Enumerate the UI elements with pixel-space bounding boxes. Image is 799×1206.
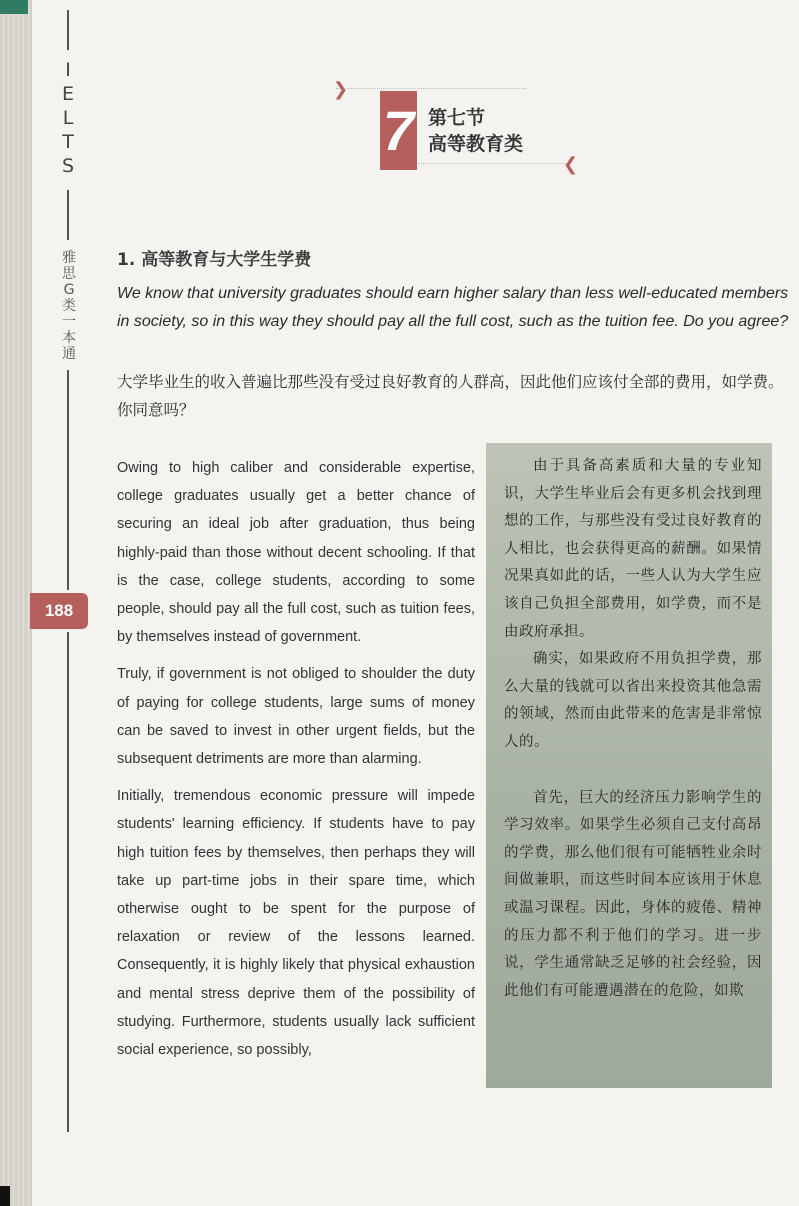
banner-dotted-line-top — [336, 88, 526, 97]
sidebar-letter: S — [61, 155, 75, 177]
essay-question-english: We know that university graduates should earn higher salary than less well-educated members in society, so in this way they should pay all the full cost, such as the tuition fee. Do you agree? — [117, 285, 789, 330]
page-tab-marker — [0, 0, 28, 14]
sidebar-letter: E — [61, 83, 74, 105]
sidebar-char: 通 — [62, 346, 76, 362]
sidebar-line-bottom — [67, 632, 69, 1132]
chapter-number-badge: 7 — [380, 91, 417, 170]
section-heading: 1. 高等教育与大学生学费 — [117, 250, 312, 270]
chapter-title — [428, 105, 523, 157]
sidebar-char: 本 — [62, 330, 76, 346]
translation-paragraph: 确实，如果政府不用负担学费，那么大量的钱就可以省出来投资其他急需的领域，然而由此带来的危害是非常惊人的。 — [504, 651, 762, 750]
chevron-right-icon: ❯ — [333, 79, 349, 100]
sidebar-letter: L — [62, 107, 74, 129]
essay-paragraph: Truly, if government is not obliged to shoulder the duty of paying for college students, large sums of money can be saved to invest in other urgent fields, but the subsequent detriments are more than alarming. — [117, 666, 475, 768]
chapter-title-line2: 高等教育类 — [428, 133, 524, 155]
sidebar-letter: I — [65, 59, 71, 81]
essay-question-chinese: 大学毕业生的收入普遍比那些没有受过良好教育的人群高，因此他们应该付全部的费用，如学费。你同意吗？ — [117, 373, 784, 419]
sidebar-book-title — [58, 250, 80, 362]
sidebar-char: 一 — [62, 314, 76, 330]
sidebar-line-lower — [67, 370, 69, 590]
sidebar-line-top — [67, 10, 69, 50]
translation-paragraph: 由于具备高素质和大量的专业知识，大学生毕业后会有更多机会找到理想的工作，与那些没有受过良好教育的人相比，也会获得更高的薪酬。如果情况果真如此的话，一些人认为大学生应该自己负担全部费用，如学费，而不是由政府承担。 — [504, 458, 762, 640]
essay-paragraph: Owing to high caliber and considerable expertise, college graduates usually get a better chance of securing an ideal job after graduation, thus being highly-paid than those without decent schooling. If that is the case, college students, according to some people, should pay all the full cost, such as tuition fees, by themselves instead of government. — [117, 460, 475, 646]
page-stack-edge — [0, 0, 32, 1206]
sidebar-ielts-letters — [56, 58, 80, 178]
chapter-title-line1: 第七节 — [428, 107, 486, 129]
chevron-left-icon: ❮ — [563, 154, 579, 175]
sidebar-char: 思 — [62, 266, 76, 282]
translation-paragraph: 首先，巨大的经济压力影响学生的学习效率。如果学生必须自己支付高昂的学费，那么他们很有可能牺牲业余时间做兼职，而这些时间本应该用于休息或温习课程。因此，身体的疲倦、精神的压力都不利于他们的学习。进一步说，学生通常缺乏足够的社会经验，因此他们有可能遭遇潜在的危险，如欺 — [504, 789, 762, 999]
banner-dotted-line-bottom — [418, 163, 568, 172]
sidebar-line-middle — [67, 190, 69, 240]
sidebar-char: 雅 — [62, 250, 76, 266]
essay-paragraph: Initially, tremendous economic pressure will impede students' learning efficiency. If students have to pay high tuition fees by themselves, then perhaps they will take up part-time jobs in their spare time, which otherwise ought to be spent for the purpose of relaxation or review of the lessons learned. Consequently, it is highly likely that physical exhaustion and mental stress deprive them of the possibility of studying. Furthermore, students usually lack sufficient social experience, so possibly, — [117, 788, 475, 1059]
essay-english-column — [117, 454, 475, 1073]
page-number: 188 — [30, 593, 88, 629]
sidebar-char: 类 — [62, 298, 76, 314]
sidebar-letter: T — [62, 131, 74, 153]
translation-box — [486, 443, 772, 1088]
sidebar-char: G — [63, 282, 75, 298]
page-corner-shadow — [0, 1186, 10, 1206]
